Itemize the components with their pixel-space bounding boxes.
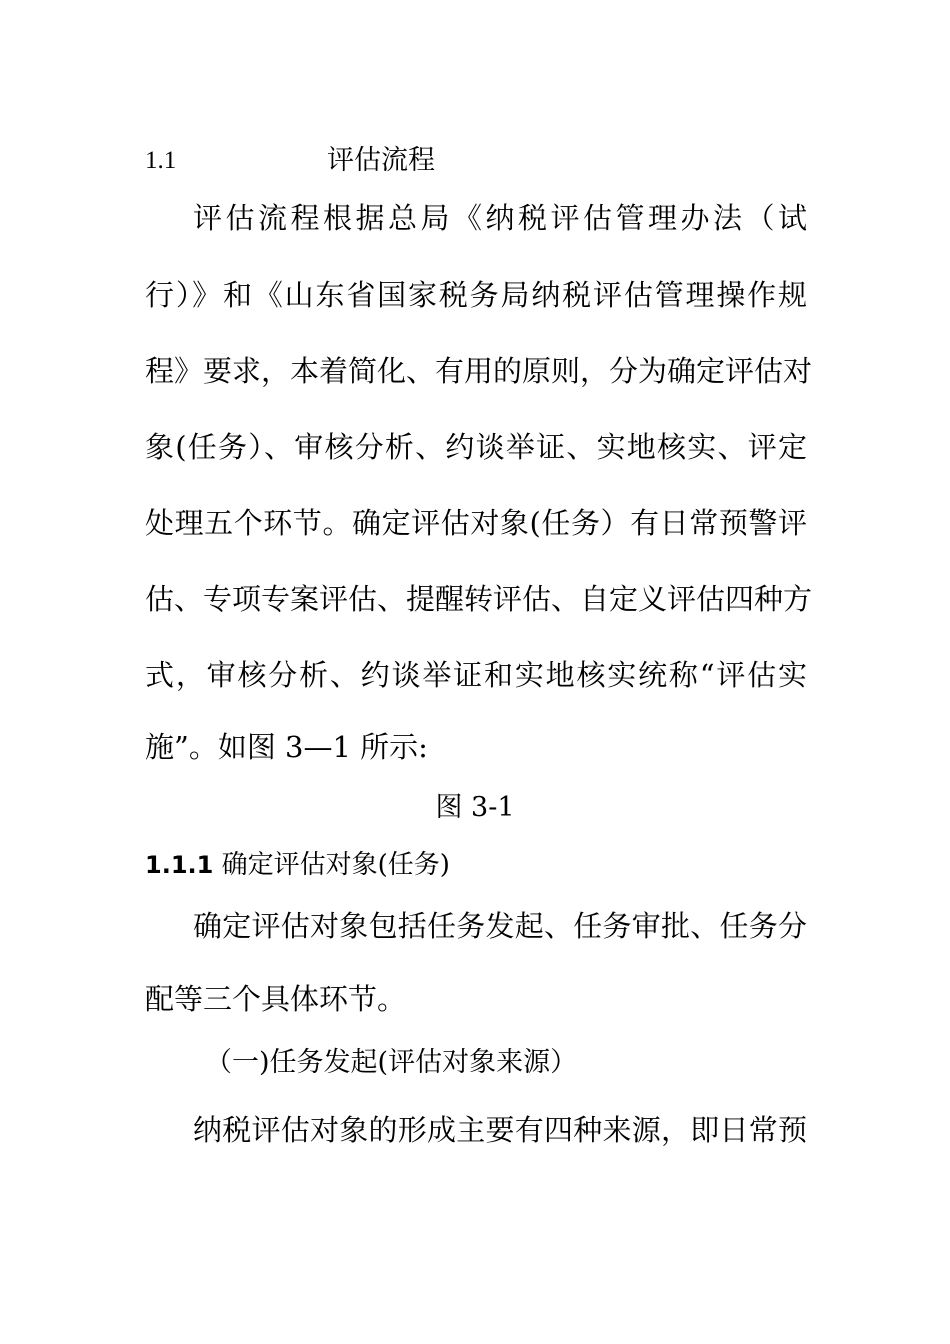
paragraph-line: 配等三个具体环节。 <box>145 982 407 1016</box>
item-heading: （一)任务发起(评估对象来源） <box>205 1047 578 1078</box>
paragraph-line: 处理五个环节。确定评估对象(任务）有日常预警评 <box>145 506 807 540</box>
paragraph-line: 式，审核分析、约谈举证和实地核实统称“评估实 <box>145 658 807 692</box>
paragraph-line: 象(任务）、审核分析、约谈举证、实地核实、评定 <box>145 430 807 464</box>
section-number: 1.1 <box>145 147 177 174</box>
subsection-number: 1.1.1 <box>145 851 214 879</box>
paragraph-line: 行）》和《山东省国家税务局纳税评估管理操作规 <box>145 278 807 312</box>
subsection-title: 确定评估对象(任务) <box>221 850 450 880</box>
paragraph-line: 估、专项专案评估、提醒转评估、自定义评估四种方 <box>145 582 813 616</box>
paragraph-line: 程》要求，本着简化、有用的原则，分为确定评估对 <box>145 354 813 388</box>
subsection-heading <box>145 845 450 885</box>
section-title: 评估流程 <box>327 145 435 176</box>
paragraph-line: 纳税评估对象的形成主要有四种来源，即日常预 <box>193 1113 807 1147</box>
paragraph-line: 评估流程根据总局《纳税评估管理办法（试 <box>193 201 807 235</box>
paragraph-line: 确定评估对象包括任务发起、任务审批、任务分 <box>193 909 807 943</box>
figure-caption: 图 3-1 <box>435 792 515 823</box>
paragraph-line: 施”。如图 3—1 所示: <box>145 730 428 764</box>
